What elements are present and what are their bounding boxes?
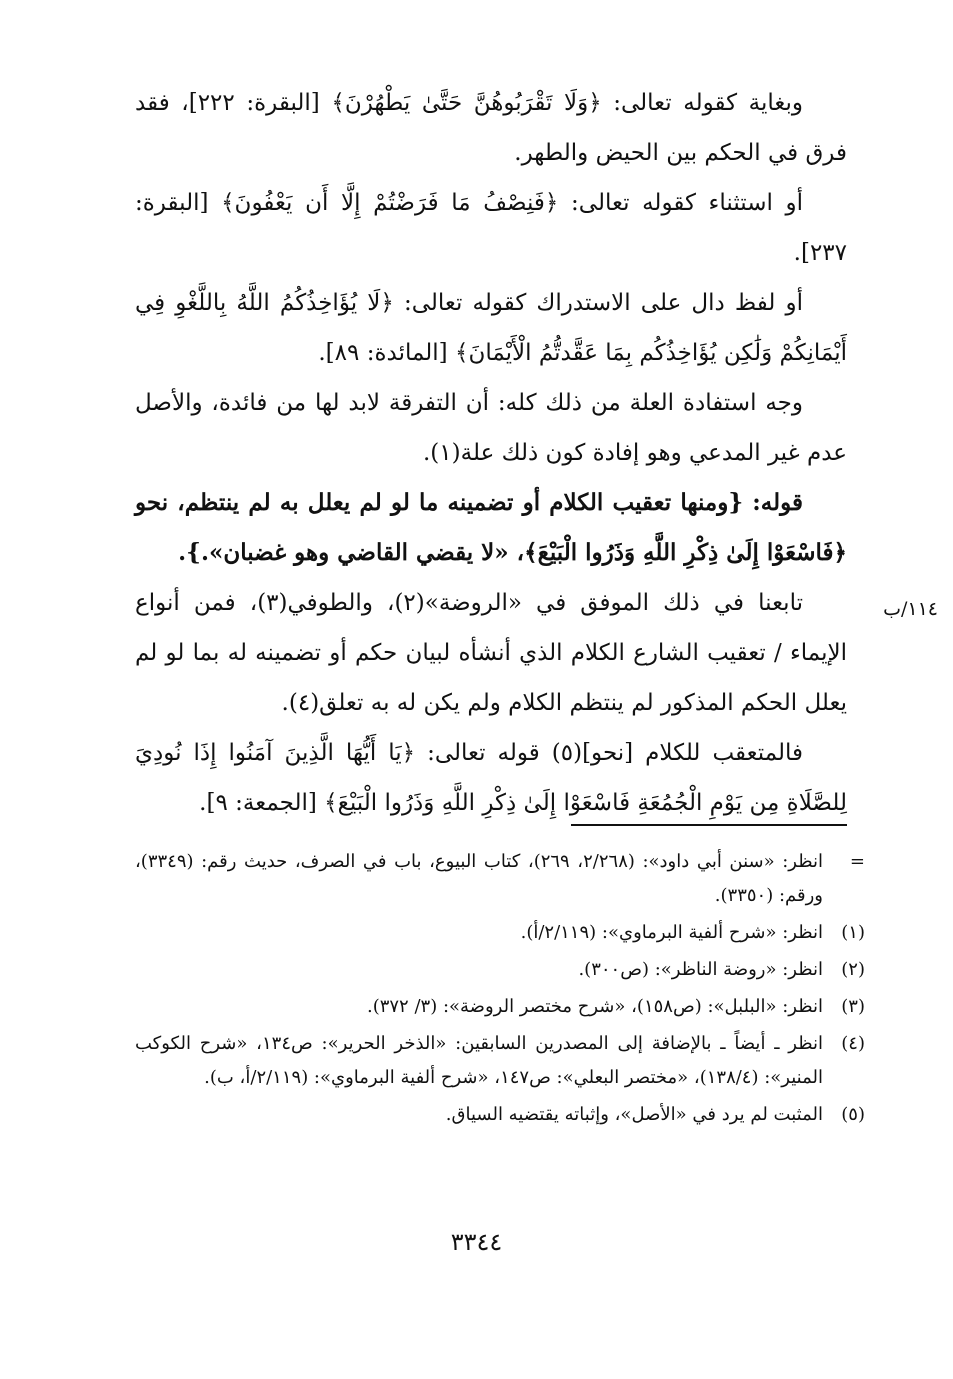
- footnote-text: انظر: «شرح ألفية البرماوي»: (٢/١١٩/أ).: [520, 922, 823, 943]
- footnote-text: انظر: «سنن أبي داود»: (٢/٢٦٨، ٢٦٩)، كتاب البيوع، باب في الصرف، حديث رقم: (٣٣٤٩)، ورقم: (٣٣٥٠).: [135, 851, 823, 906]
- footnote-number: (٥): [841, 1104, 865, 1125]
- footnote-4: [135, 1027, 865, 1095]
- footnote-number: =: [849, 851, 865, 872]
- footnote-5: [135, 1098, 865, 1132]
- footnotes: [135, 845, 865, 1135]
- manuscript-folio-marker: ١١٤/ب: [883, 598, 938, 620]
- footnote-number: (٤): [841, 1033, 865, 1054]
- matn-quote: قوله: {ومنها تعقيب الكلام أو تضمينه ما لو لم يعلل به لم ينتظم، نحو ﴿فَاسْعَوْا إِلَىٰ ذِكْرِ اللَّهِ وَذَرُوا الْبَيْعَ﴾، «لا يقضي القاضي وهو غضبان».}.: [135, 489, 847, 566]
- footnote-text: انظر: «البلبل»: (ص١٥٨)، «شرح مختصر الروضة»: (٣/ ٣٧٢).: [366, 996, 823, 1017]
- footnote-separator: [571, 824, 847, 826]
- footnote-1: [135, 916, 865, 950]
- footnote-number: (٢): [841, 959, 865, 980]
- main-text: [135, 78, 847, 828]
- footnote-number: (١): [841, 922, 865, 943]
- paragraph-istidrak: أو لفظ دال على الاستدراك كقوله تعالى: ﴿لَا يُؤَاخِذُكُمُ اللَّهُ بِاللَّغْوِ فِي أَيْمَانِكُمْ وَلَٰكِن يُؤَاخِذُكُم بِمَا عَقَّدتُّمُ الْأَيْمَانَ﴾ [المائدة: ٨٩].: [135, 290, 847, 366]
- footnote-3: [135, 990, 865, 1024]
- paragraph-ghaya: وبغاية كقوله تعالى: ﴿وَلَا تَقْرَبُوهُنَّ حَتَّىٰ يَطْهُرْنَ﴾ [البقرة: ٢٢٢]، فقد فرق في الحكم بين الحيض والطهر.: [135, 90, 847, 166]
- paragraph-mutaaqqib: فالمتعقب للكلام [نحو](٥) قوله تعالى: ﴿يَا أَيُّهَا الَّذِينَ آمَنُوا إِذَا نُودِيَ لِلصَّلَاةِ مِن يَوْمِ الْجُمُعَةِ فَاسْعَوْا إِلَىٰ ذِكْرِ اللَّهِ وَذَرُوا الْبَيْعَ﴾ [الجمعة: ٩].: [135, 740, 847, 816]
- footnote-text: انظر ـ أيضاً ـ بالإضافة إلى المصدرين السابقين: «الذخر الحرير»: ص١٣٤، «شرح الكوكب المنير»: (١٣٨/٤)، «مختصر البعلي»: ص١٤٧، «شرح ألفية البرماوي»: (٢/١١٩/أ، ب).: [135, 1033, 823, 1088]
- page-number: ٣٣٤٤: [450, 1228, 503, 1256]
- paragraph-wajh-istifada: وجه استفادة العلة من ذلك كله: أن التفرقة لابد لها من فائدة، والأصل عدم غير المدعي وهو إفادة كون ذلك علة(١).: [135, 390, 847, 466]
- footnote-number: (٣): [841, 996, 865, 1017]
- footnote-continuation: [135, 845, 865, 913]
- footnote-text: المثبت لم يرد في «الأصل»، وإثباته يقتضيه السياق.: [445, 1104, 823, 1125]
- footnote-2: [135, 953, 865, 987]
- footnote-text: انظر: «روضة الناظر»: (ص٣٠٠).: [578, 959, 823, 980]
- paragraph-istithna: أو استثناء كقوله تعالى: ﴿فَنِصْفُ مَا فَرَضْتُمْ إِلَّا أَن يَعْفُونَ﴾ [البقرة: ٢٣٧].: [135, 190, 847, 266]
- paragraph-tabana: تابعنا في ذلك الموفق في «الروضة»(٢)، والطوفي(٣)، فمن أنواع الإيماء / تعقيب الشارع الكلام الذي أنشأه لبيان حكم أو تضمينه له بما لو لم يعلل الحكم المذكور لم ينتظم الكلام ولم يكن له به تعلق(٤).: [135, 590, 847, 716]
